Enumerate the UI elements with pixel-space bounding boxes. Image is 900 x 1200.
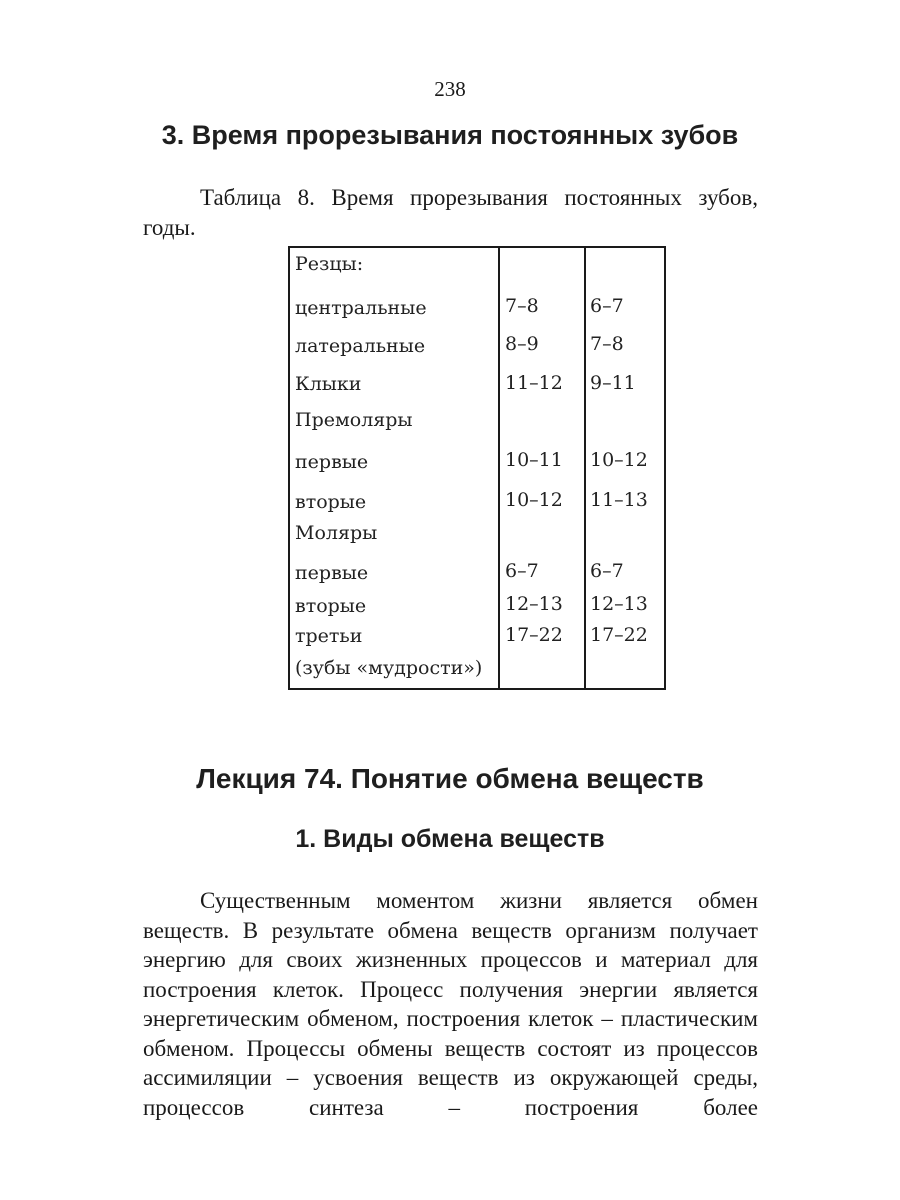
table-cell-value: 8–9 bbox=[505, 333, 539, 355]
table-cell-value: 17–22 bbox=[590, 624, 648, 646]
section-heading: 1. Виды обмена веществ bbox=[295, 825, 605, 853]
page-number: 238 bbox=[434, 77, 466, 101]
column-divider bbox=[584, 248, 586, 688]
table-row-label: центральные bbox=[295, 297, 427, 319]
table-row-label: Клыки bbox=[295, 373, 362, 395]
table-group-label: Премоляры bbox=[295, 409, 413, 431]
table-row-label: латеральные bbox=[295, 335, 426, 357]
body-paragraph: Существенным моментом жизни является обмен веществ. В результате обмена веществ организм получает энергию для своих жизненных процессов и материал для построения клеток. Процесс получения энергии является энергетическим обменом, построения клеток – пластическим обменом. Процессы обмены веществ состоят из процессов ассимиляции – усвоения веществ из окружающей среды, процессов синтеза – построения более bbox=[143, 888, 758, 1120]
table-cell-value: 10–12 bbox=[505, 489, 563, 511]
table-cell-value: 6–7 bbox=[590, 295, 624, 317]
table-cell-value: 6–7 bbox=[505, 560, 539, 582]
table-cell-value: 7–8 bbox=[505, 295, 539, 317]
table-row-label: первые bbox=[295, 562, 369, 584]
table-cell-value: 6–7 bbox=[590, 560, 624, 582]
table-group-label: Моляры bbox=[295, 522, 378, 544]
table-cell-value: 7–8 bbox=[590, 333, 624, 355]
table-row-label: первые bbox=[295, 451, 369, 473]
table-group-label: Резцы: bbox=[295, 253, 364, 275]
table-cell-value: 11–13 bbox=[590, 489, 648, 511]
table-cell-value: 12–13 bbox=[590, 593, 648, 615]
table-cell-value: 11–12 bbox=[505, 372, 563, 394]
column-divider bbox=[498, 248, 500, 688]
table-cell-value: 17–22 bbox=[505, 624, 563, 646]
table-cell-value: 10–12 bbox=[590, 449, 648, 471]
eruption-table bbox=[288, 246, 666, 690]
table-row-label: третьи bbox=[295, 625, 363, 647]
section-heading: 3. Время прорезывания постоянных зубов bbox=[161, 120, 739, 150]
table-row-label: вторые bbox=[295, 595, 367, 617]
table-cell-value: 12–13 bbox=[505, 593, 563, 615]
table-row-label: (зубы «мудрости») bbox=[295, 657, 483, 679]
table-caption: Таблица 8. Время прорезывания постоянных зубов, годы. bbox=[143, 185, 758, 240]
lecture-title: Лекция 74. Понятие обмена веществ bbox=[196, 763, 704, 794]
table-cell-value: 10–11 bbox=[505, 449, 563, 471]
table-cell-value: 9–11 bbox=[590, 372, 636, 394]
table-row-label: вторые bbox=[295, 491, 367, 513]
